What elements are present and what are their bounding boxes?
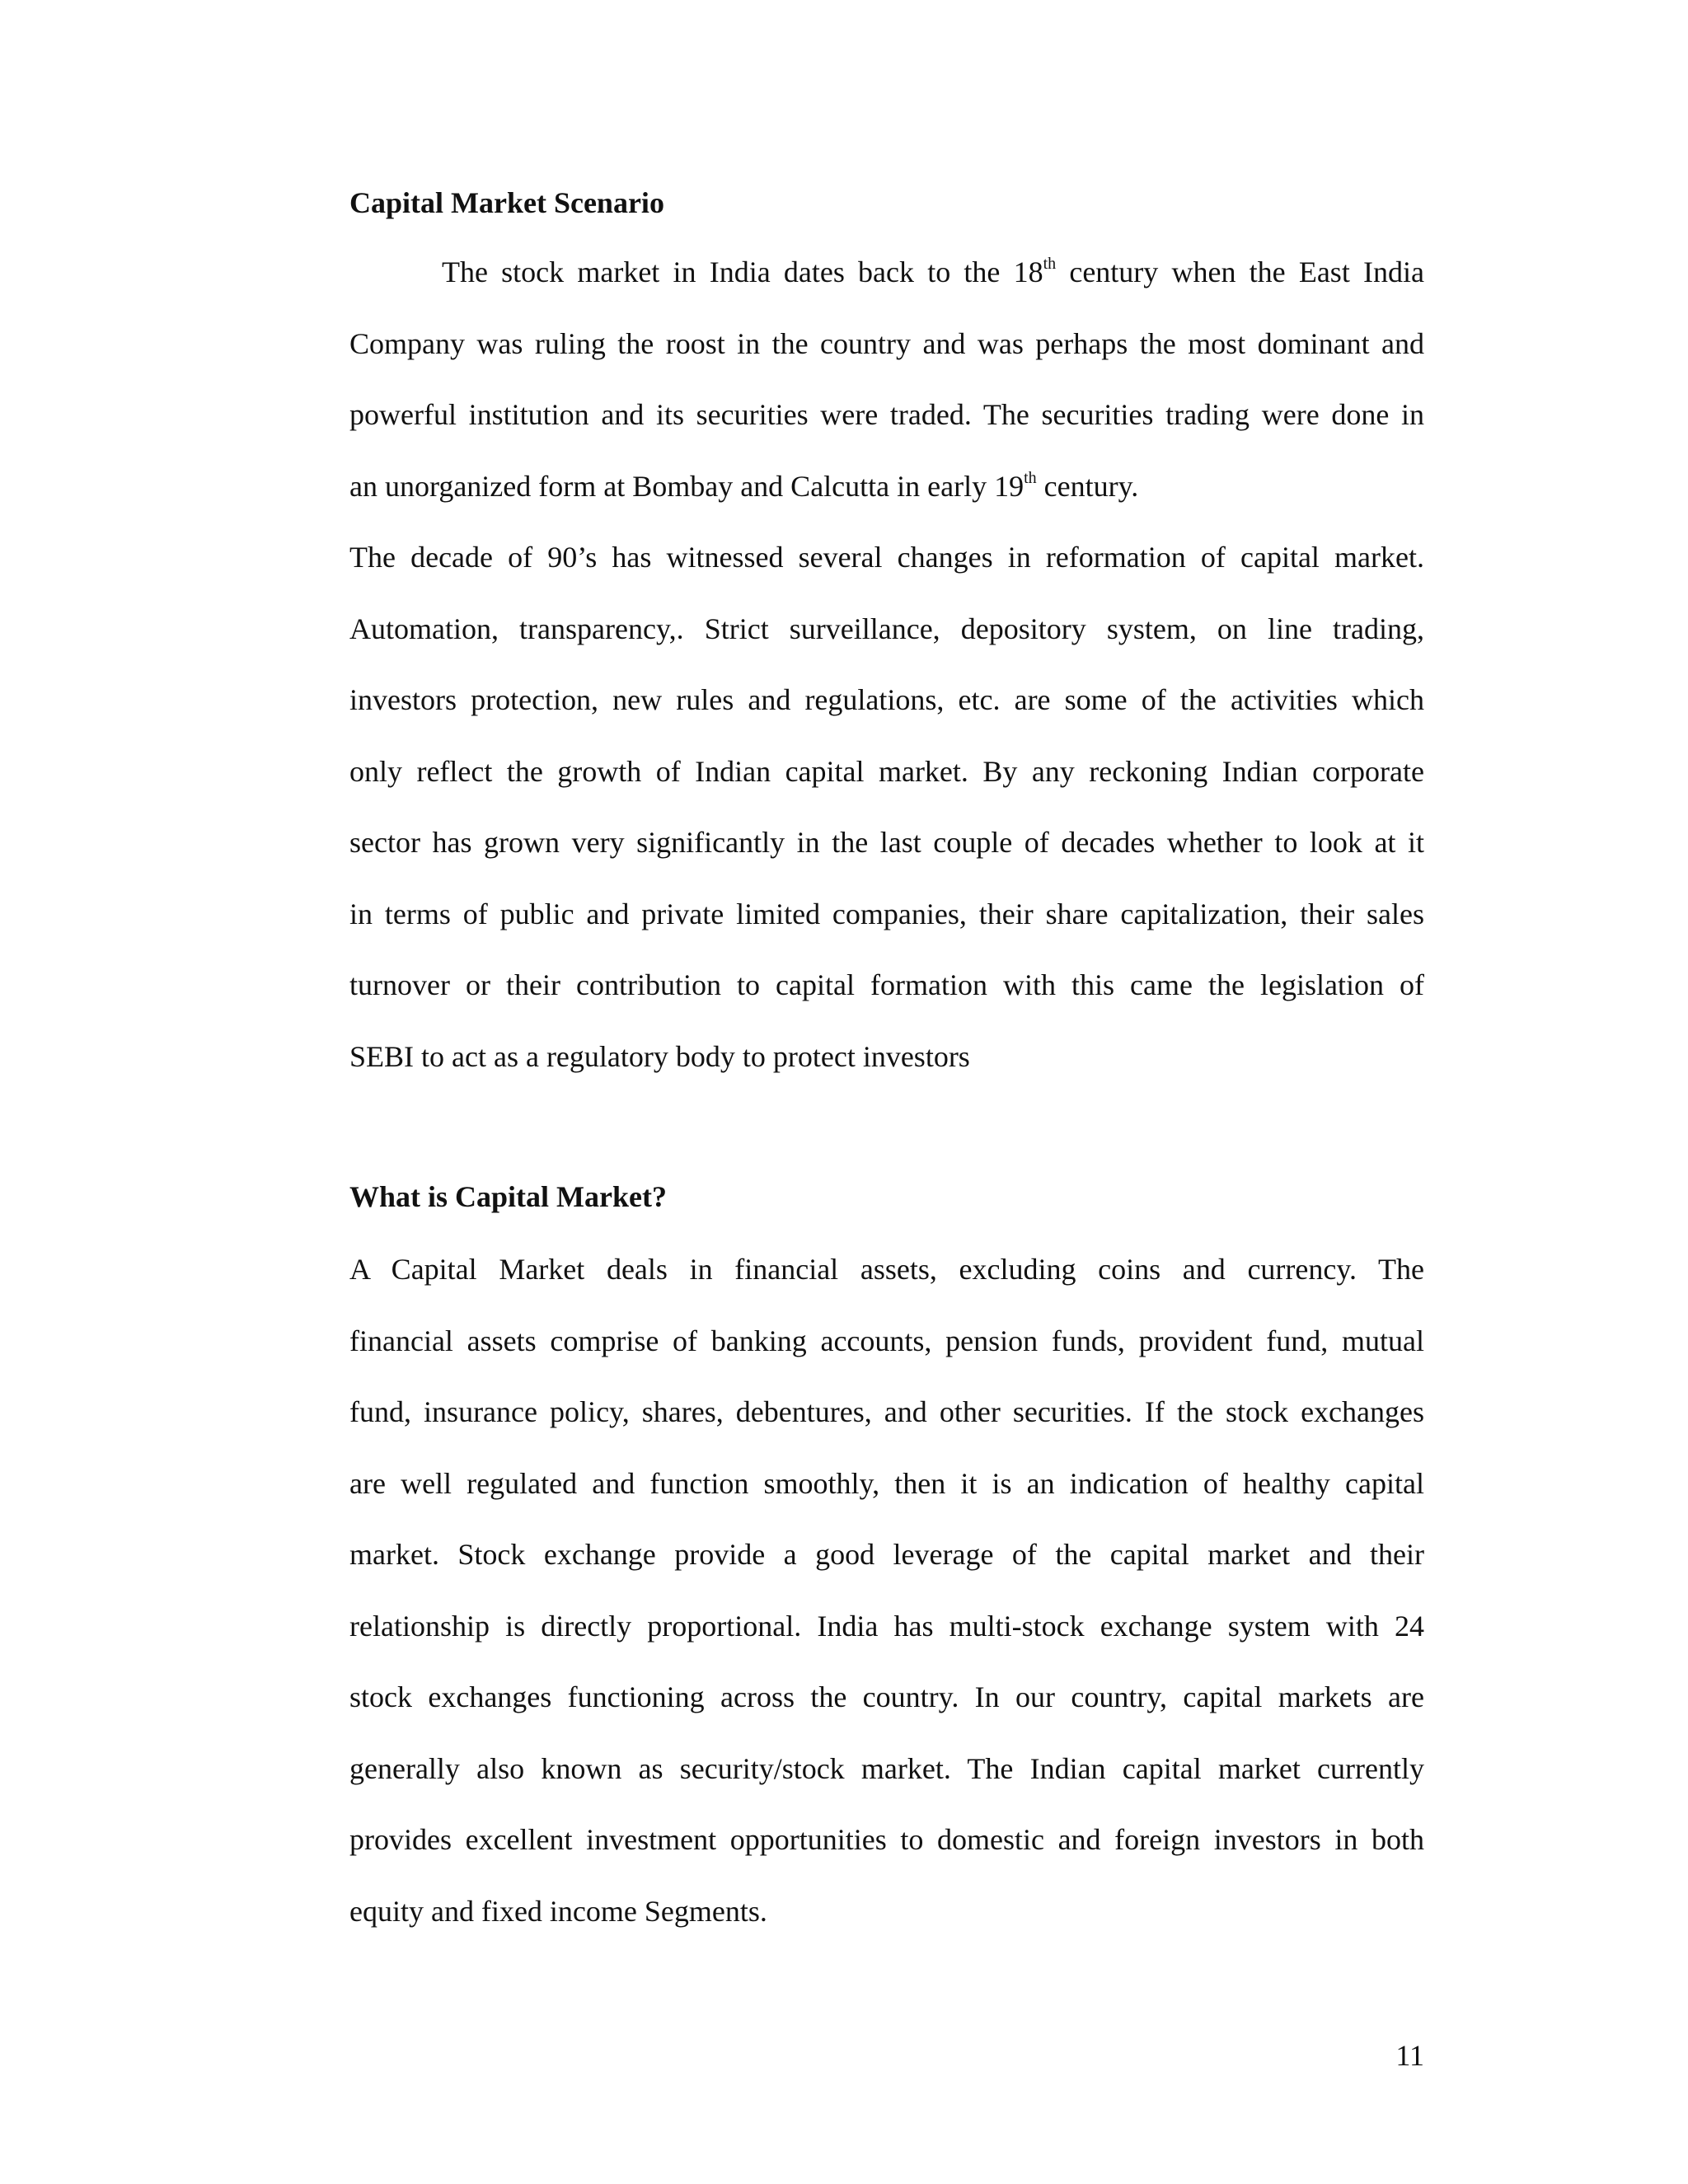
paragraph-line: turnover or their contribution to capital formation with this came the legislation of [349, 968, 1424, 1001]
paragraph-line: The stock market in India dates back to the 18th century when the East India [442, 255, 1424, 288]
paragraph-line: A Capital Market deals in financial assets, excluding coins and currency. The [349, 1253, 1424, 1286]
paragraph-line: are well regulated and function smoothly, then it is an indication of healthy capital [349, 1466, 1424, 1500]
superscript: th [1043, 255, 1057, 273]
paragraph-line: SEBI to act as a regulatory body to protect investors [349, 1039, 970, 1073]
paragraph-line: sector has grown very significantly in the last couple of decades whether to look at it [349, 826, 1424, 859]
paragraph-line: investors protection, new rules and regulations, etc. are some of the activities which [349, 683, 1424, 716]
paragraph-line: equity and fixed income Segments. [349, 1894, 767, 1928]
paragraph-line: an unorganized form at Bombay and Calcutta in early 19th century. [349, 468, 1139, 503]
paragraph-line: stock exchanges functioning across the country. In our country, capital markets are [349, 1680, 1424, 1713]
paragraph-line: relationship is directly proportional. India has multi-stock exchange system with 24 [349, 1609, 1424, 1643]
paragraph-line: provides excellent investment opportunities to domestic and foreign investors in both [349, 1823, 1424, 1856]
paragraph-line: in terms of public and private limited companies, their share capitalization, their sales [349, 897, 1424, 930]
superscript: th [1024, 468, 1037, 487]
paragraph-capital-market-definition [349, 1248, 1424, 1961]
paragraph-decade-90s [349, 536, 1424, 1106]
paragraph-history [349, 251, 1424, 536]
paragraph-line: generally also known as security/stock market. The Indian capital market currently [349, 1751, 1424, 1785]
page-number: 11 [1395, 2039, 1424, 2072]
paragraph-line: financial assets comprise of banking accounts, pension funds, provident fund, mutual [349, 1324, 1424, 1357]
section-heading-capital-market-scenario: Capital Market Scenario [349, 186, 664, 219]
section-heading-what-is-capital-market: What is Capital Market? [349, 1180, 667, 1213]
paragraph-line: powerful institution and its securities were traded. The securities trading were done in [349, 398, 1424, 431]
paragraph-line: The decade of 90’s has witnessed several changes in reformation of capital market. [349, 541, 1424, 574]
paragraph-line: Automation, transparency,. Strict surveillance, depository system, on line trading, [349, 612, 1424, 645]
paragraph-line: only reflect the growth of Indian capital market. By any reckoning Indian corporate [349, 754, 1424, 788]
paragraph-line: fund, insurance policy, shares, debentures, and other securities. If the stock exchanges [349, 1395, 1424, 1428]
paragraph-line: market. Stock exchange provide a good leverage of the capital market and their [349, 1538, 1424, 1571]
paragraph-line: Company was ruling the roost in the country and was perhaps the most dominant and [349, 326, 1424, 360]
